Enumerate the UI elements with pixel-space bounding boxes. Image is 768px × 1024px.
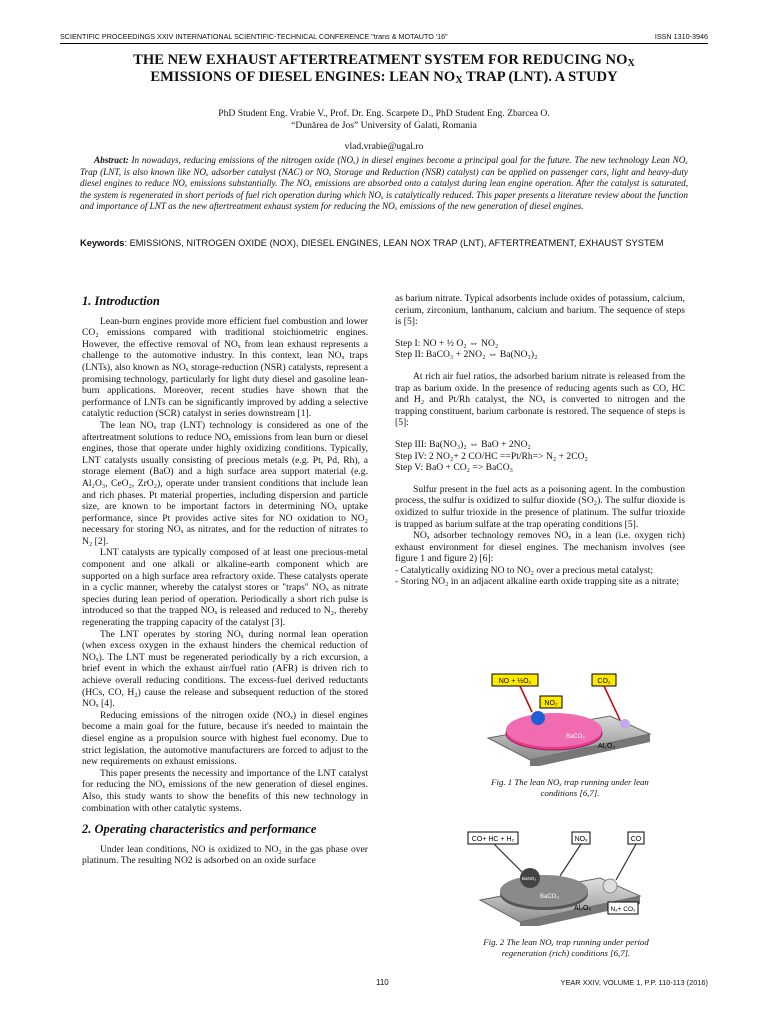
fig2-label: N₂+ CO₂ [610, 906, 636, 913]
authors-block [60, 108, 708, 132]
title-line2b: TRAP (LNT). A STUDY [462, 69, 618, 85]
body-paragraph: as barium nitrate. Typical adsorbents include oxides of potassium, calcium, cerium, zirconium, lanthanum, calcium and barium. The sequence of steps is [5]: [395, 293, 685, 328]
bullet-item: - Catalytically oxidizing NO to NO₂ over a precious metal catalyst; [395, 564, 654, 576]
reaction-step: Step II: BaCO₃ + 2NO₂ ⇔ Ba(NO₃)₂ [395, 349, 538, 361]
left-column [82, 296, 368, 867]
intro-paragraph: The LNT operates by storing NOₓ during normal lean operation (when excess oxygen in the exhaust hinders the chemical reduction of NOₓ). The LNT must be regenerated periodically by a rich excursion, a brief event in which the exhaust air/fuel ratio (AFR) is driven rich to achieve overall reducing conditions. The excess-fuel derived reductants (HCs, CO, H₂) cause the release and subsequent reduction of the stored NOₓ [4]. [82, 628, 368, 710]
keywords [80, 238, 688, 250]
baco3-disk-top [506, 713, 602, 747]
reaction-step: Step IV: 2 NO₂+ 2 CO/HC ==Pt/Rh=> N₂ + 2CO₂ [395, 450, 588, 462]
fig2-label: BaCO₃ [540, 894, 559, 900]
figure-1-caption: Fig. 1 The lean NOₓ trap running under lean conditions [6,7]. [491, 777, 649, 798]
baco3-disk-top [500, 875, 588, 907]
body-paragraph: Sulfur present in the fuel acts as a poisoning agent. In the combustion process, the sulfur is oxidized to sulfur dioxide (SO₂). The sulfur dioxide is oxidized to sulfur trioxide in the presence of platinum. The sulfur trioxide is trapped as barium sulfate at the trap operating conditions [5]. [395, 483, 685, 530]
figure-2-caption: Fig. 2 The lean NOₓ trap running under period regeneration (rich) conditions [6,7]. [483, 937, 649, 958]
figure-1 [480, 666, 660, 796]
body-paragraph: NOₓ adsorber technology removes NOₓ in a lean (i.e. oxygen rich) exhaust environment for diesel engines. The mechanism involves (see figure 1 and figure 2) [6]: [395, 530, 685, 565]
flow-arrow [494, 844, 636, 880]
figure-2-diagram [460, 826, 672, 926]
page-number: 110 [376, 978, 389, 987]
keywords-text: : EMISSIONS, NITROGEN OXIDE (NOX), DIESEL ENGINES, LEAN NOX TRAP (LNT), AFTERTREATMENT, EXHAUST SYSTEM [124, 238, 664, 248]
author-names: PhD Student Eng. Vrabie V., Prof. Dr. Eng. Scarpete D., PhD Student Eng. Zbarcea O. [218, 108, 550, 119]
right-column [395, 293, 685, 588]
header-rule [60, 43, 708, 44]
figure-2 [460, 826, 672, 956]
intro-paragraph: Lean-burn engines provide more efficient fuel combustion and lower CO₂ emissions compared with traditional stoichiometric engines. However, the effective removal of NOₓ from lean exhaust represents a challenge to the automotive industry. In this context, lean NOₓ traps (LNTs), also known as NOₓ storage-reduction (NSR) catalysts, represent a promising technology, particularly for light duty diesel and gasoline lean-burn applications. Moreover, recent studies have shown that the performance of LNTs can be significantly improved by adding a selective catalytic reduction (SCR) catalyst in series downstream [1]. [82, 315, 368, 420]
intro-paragraph: This paper presents the necessity and importance of the LNT catalyst for reducing the NOₓ emissions of the new generation of diesel engines. Also, this study wants to show the benefits of this new technology in combination with other catalytic systems. [82, 767, 368, 814]
reaction-step: Step III: Ba(NO₃)₂ ⇔ BaO + 2NO₂ [395, 438, 531, 450]
fig1-label: CO₂ [597, 678, 611, 685]
fig1-label: NO₂ [544, 700, 558, 707]
reaction-step: Step I: NO + ½ O₂ ⇔ NO₂ [395, 337, 499, 349]
affiliation: “Dunărea de Jos” University of Galati, Romania [291, 120, 477, 131]
bullet-item: - Storing NO₂ in an adjacent alkaline earth oxide trapping site as a nitrate; [395, 576, 679, 588]
intro-paragraph: LNT catalysts are typically composed of at least one precious-metal component and one alkali or alkaline-earth component which are supported on a high surface area refractory oxide. These catalysts operate in a cyclic manner, whereby the catalyst stores or "traps" NOₓ as nitrate species during lean period of operation. Periodically a short rich pulse is introduced so that the trapped NOₓ is released and reduced to N₂, thereby regenerating the trapping capacity of the catalyst [3]. [82, 547, 368, 629]
fig2-label: CO [630, 836, 642, 843]
fig2-label: CO+ HC + H₂ [471, 836, 515, 843]
keywords-label: Keywords [80, 238, 125, 248]
fig1-label: NO + ½O₂ [498, 678, 532, 685]
header-issn: ISSN 1310-3946 [654, 32, 708, 41]
title-sub2: X [455, 75, 463, 86]
particle [620, 719, 630, 729]
abstract-text: In nowadays, reducing emissions of the nitrogen oxide (NOₓ) in diesel engines become a principal goal for the future. The new technology Lean NOₓ Trap (LNT, is also known like NOₓ adsorber catalyst (NAC) or NOₓ Storage and Reduction (NSR) catalyst) can be applied on passenger cars, light and heavy-duty diesel engines to reduce NOₓ emissions substantially. The NOₓ emissions are absorbed onto a catalyst during lean engine operation. After the catalyst is saturated, the system is regenerated in short periods of fuel rich operation during which NOₓ is catalytically reduced. This paper presents a literature review about the function and importance of LNT as the new aftertreatment exhaust system for reducing the NOₓ emissions of the new generation of diesel engines. [80, 155, 688, 212]
body-paragraph: At rich air fuel ratios, the adsorbed barium nitrate is released from the trap as barium oxide. In the presence of reducing agents such as CO, HC and H₂ and Pt/Rh catalyst, the NOₓ is converted to nitrogen and the trapping constituent, barium carbonate is restored. The sequence of steps is [5]: [395, 370, 685, 429]
intro-paragraph: The lean NOₓ trap (LNT) technology is considered as one of the aftertreatment solutions to reduce NOₓ emissions from lean burn or diesel engines, those that operate under highly oxidizing conditions. Typically, LNT catalysts usually consisting of precious metals (e.g. Pt, Pd, Rh), a storage element (BaO) and a high surface area support material (e.g. Al₂O₃, CeO₂, ZrO₂), operate under transient conditions that include lean and rich phases. Pt material properties, including dispersion and particle size, are known to be important factors in determining NOₓ uptake performance, since Pt provides active sites for NO oxidation to NO₂ necessary for storing NOₓ as nitrates, and for the reduction of nitrates to N₂ [2]. [82, 419, 368, 547]
title-sub1: X [627, 58, 635, 69]
section-2-heading: 2. Operating characteristics and performance [82, 822, 317, 837]
fig1-label: Al₂O₃ [598, 743, 616, 750]
abstract-label: Abstract: [94, 155, 129, 165]
author-email[interactable]: vlad.vrabie@ugal.ro [344, 141, 424, 152]
running-header [60, 32, 708, 42]
fig2-label: BaNO₃ [522, 876, 537, 881]
fig2-label: NOₓ [574, 836, 588, 843]
section-2-paragraph: Under lean conditions, NO is oxidized to NO₂ in the gas phase over platinum. The resulting NO2 is adsorbed on an oxide surface [82, 843, 368, 867]
intro-paragraph: Reducing emissions of the nitrogen oxide (NOₓ) in diesel engines become a main goal for the future, because it's needed to maintain the diesel engine as a propulsion source with highest fuel economy. Due to strict legislation, the automotive manufacturers are forced to adjust to the new requirements on exhaust emissions. [82, 709, 368, 768]
abstract [80, 155, 688, 213]
figure-1-diagram [480, 666, 660, 766]
title-line2a: EMISSIONS OF DIESEL ENGINES: LEAN NO [150, 69, 456, 85]
section-intro-heading: 1. Introduction [82, 294, 160, 308]
particle [603, 879, 617, 893]
footer-volume: YEAR XXIV, VOLUME 1, P.P. 110-113 (2016) [560, 978, 708, 987]
fig2-label: Al₂O₃ [574, 905, 592, 912]
header-conference: SCIENTIFIC PROCEEDINGS XXIV INTERNATIONAL SCIENTIFIC-TECHNICAL CONFERENCE "trans & MOTAUTO '16" [60, 32, 448, 41]
title-line1: THE NEW EXHAUST AFTERTREATMENT SYSTEM FOR REDUCING NO [133, 52, 628, 68]
reaction-step: Step V: BaO + CO₂ => BaCO₃ [395, 462, 513, 474]
pt-site [531, 711, 545, 725]
paper-title [60, 52, 708, 86]
fig1-label: BaCO₃ [566, 734, 585, 740]
